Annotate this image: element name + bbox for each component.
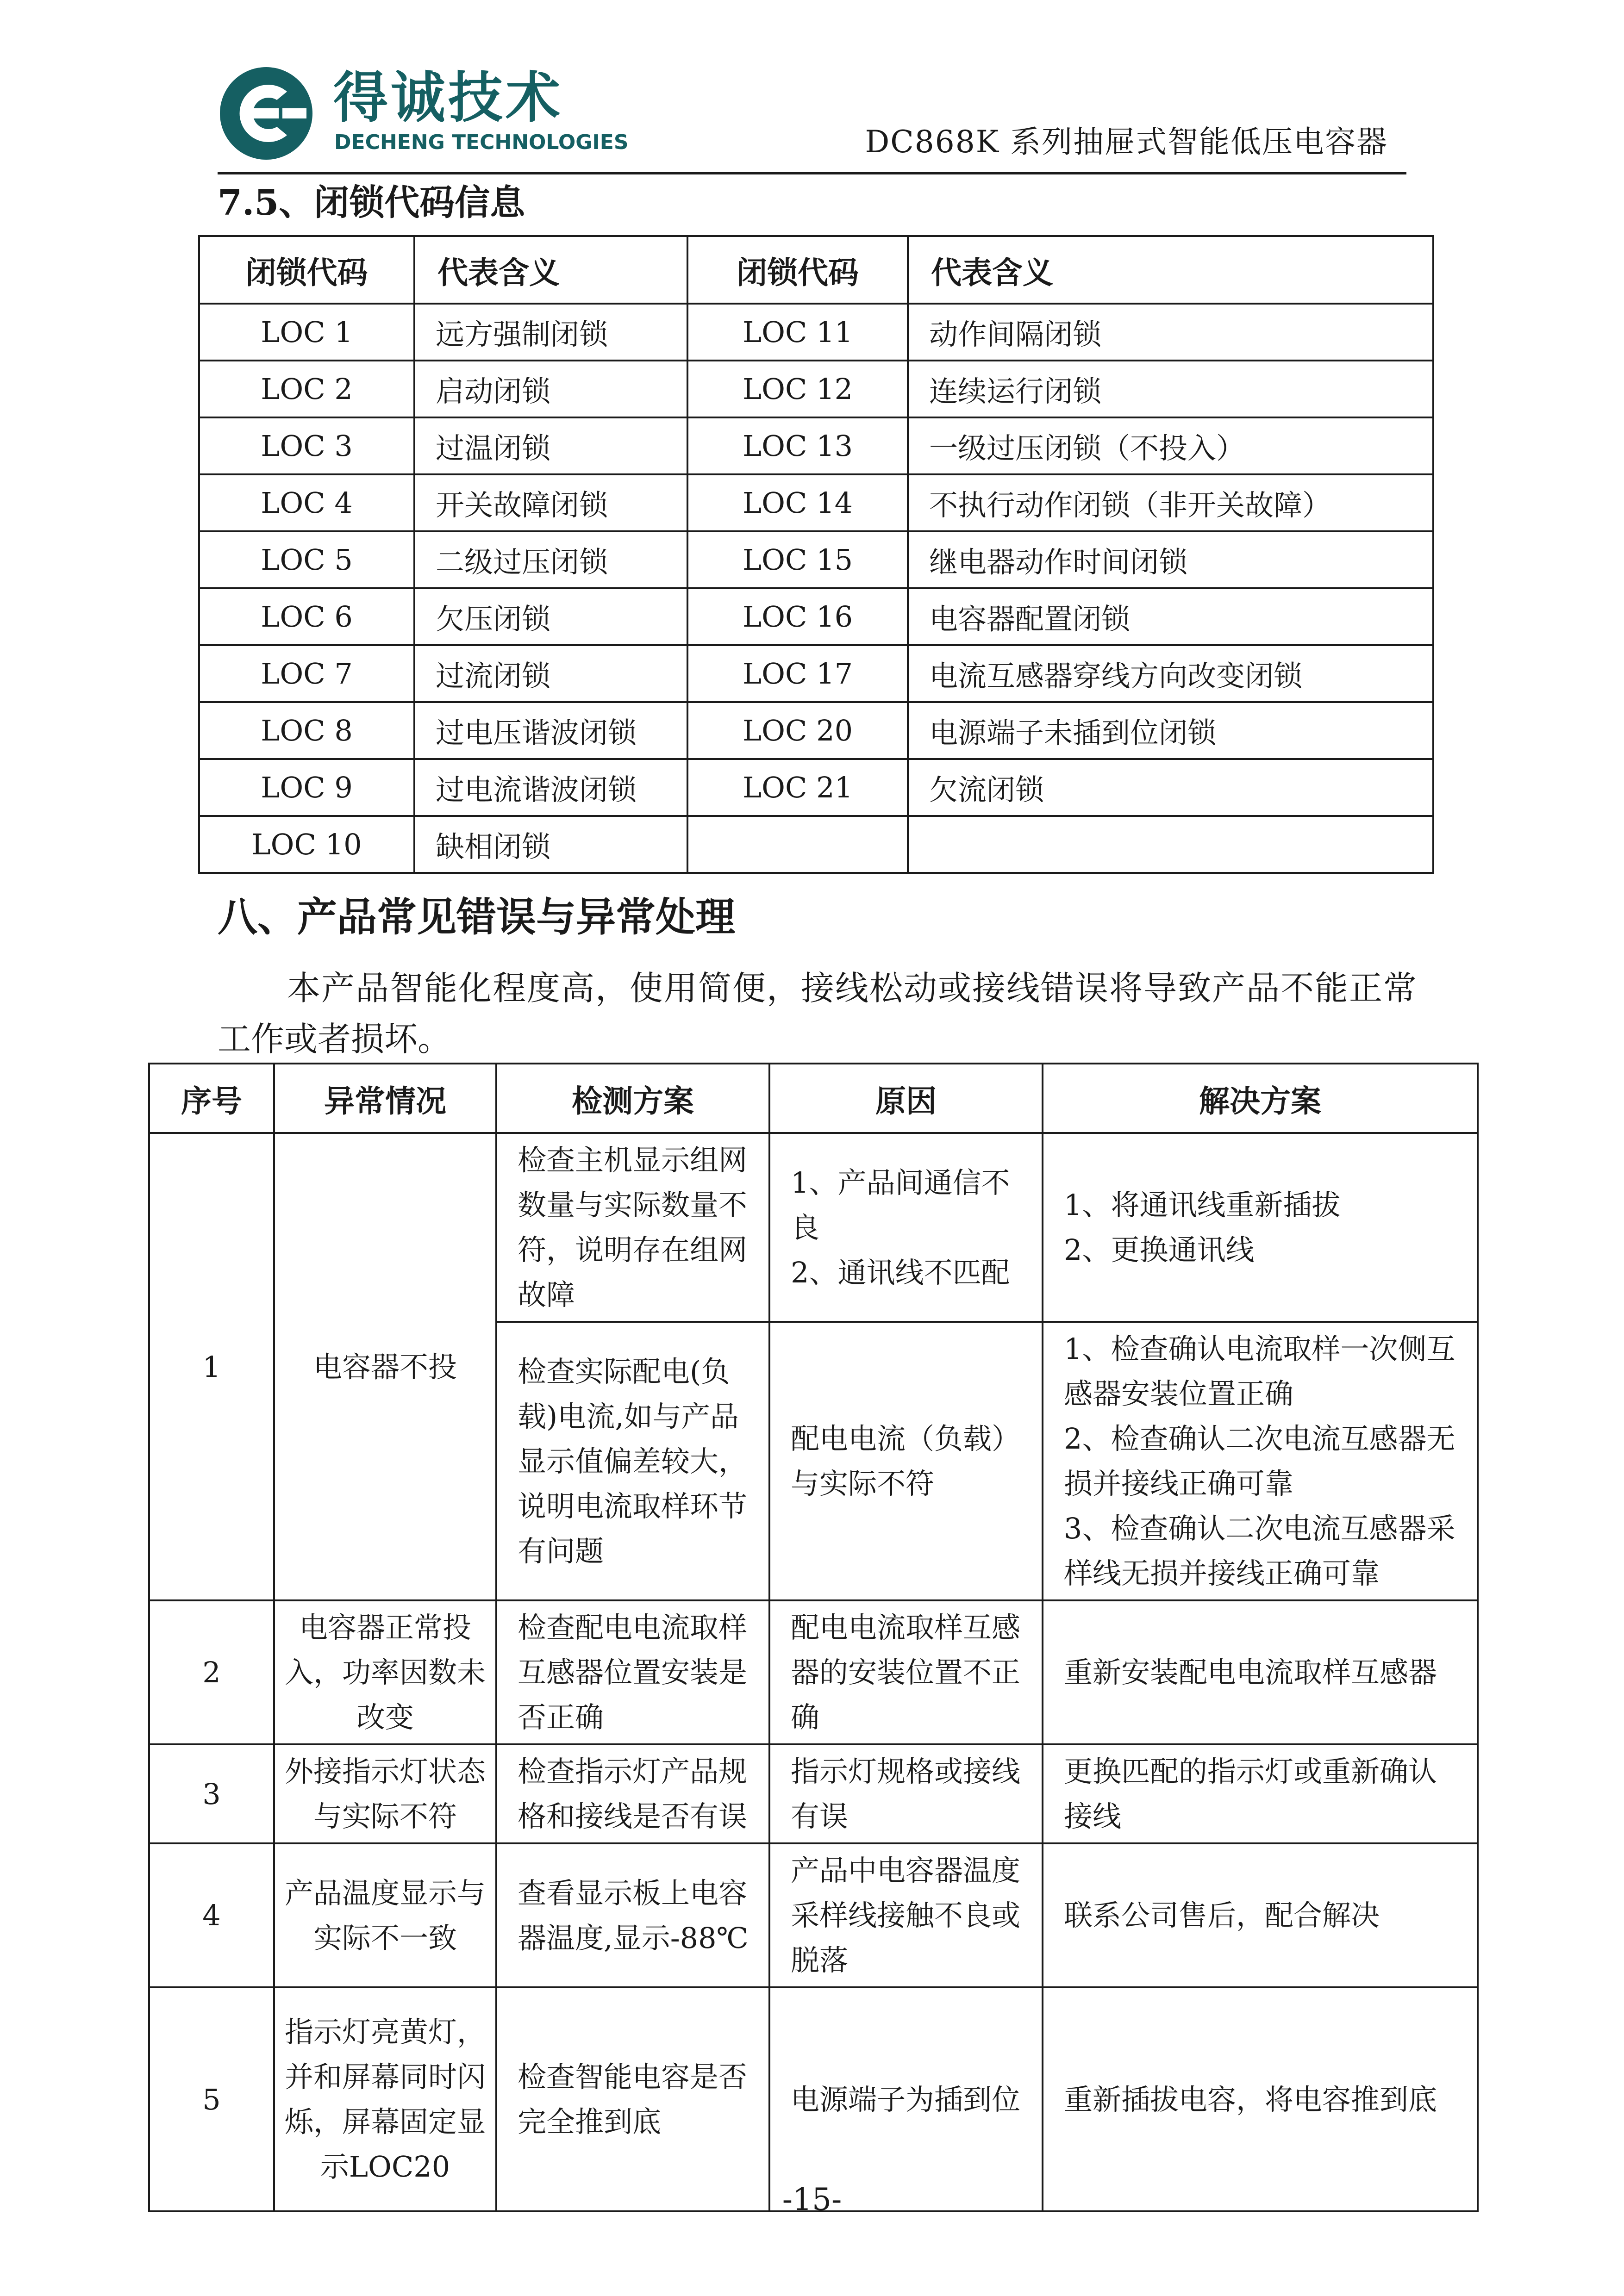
solution-cell: 重新插拔电容，将电容推到底 bbox=[1043, 1987, 1478, 2211]
table-row bbox=[199, 645, 1433, 702]
solution-cell bbox=[1043, 1322, 1478, 1600]
document-title: DC868K 系列抽屉式智能低压电容器 bbox=[865, 124, 1388, 160]
lock-meaning: 电流互感器穿线方向改变闭锁 bbox=[908, 645, 1433, 702]
lock-meaning: 过温闭锁 bbox=[414, 417, 687, 474]
lock-code: LOC 11 bbox=[687, 304, 908, 361]
error-handling-table bbox=[148, 1063, 1479, 2212]
lock-code: LOC 7 bbox=[199, 645, 414, 702]
lock-code: LOC 4 bbox=[199, 474, 414, 531]
error-table-header bbox=[149, 1064, 1478, 1133]
solution-cell bbox=[1043, 1133, 1478, 1322]
lock-code: LOC 17 bbox=[687, 645, 908, 702]
lock-code: LOC 15 bbox=[687, 531, 908, 588]
lock-meaning: 欠流闭锁 bbox=[908, 759, 1433, 816]
table-row bbox=[199, 531, 1433, 588]
lock-meaning: 不执行动作闭锁（非开关故障） bbox=[908, 474, 1433, 531]
table-row bbox=[149, 1987, 1478, 2211]
lock-meaning: 启动闭锁 bbox=[414, 361, 687, 417]
lock-meaning: 开关故障闭锁 bbox=[414, 474, 687, 531]
table-row bbox=[199, 702, 1433, 759]
abnormal-condition: 指示灯亮黄灯，并和屏幕同时闪烁，屏幕固定显示LOC20 bbox=[274, 1987, 496, 2211]
solution-line: 1、检查确认电流取样一次侧互感器安装位置正确 bbox=[1064, 1332, 1455, 1411]
lock-meaning: 电源端子未插到位闭锁 bbox=[908, 702, 1433, 759]
solution-cell: 重新安装配电电流取样互感器 bbox=[1043, 1600, 1478, 1744]
solution-line: 1、将通讯线重新插拔 bbox=[1064, 1188, 1341, 1222]
error-section-intro: 本产品智能化程度高，使用简便，接线松动或接线错误将导致产品不能正常工作或者损坏。 bbox=[218, 969, 1417, 1058]
lock-code: LOC 8 bbox=[199, 702, 414, 759]
lock-meaning: 动作间隔闭锁 bbox=[908, 304, 1433, 361]
lock-meaning: 继电器动作时间闭锁 bbox=[908, 531, 1433, 588]
page-number: -15- bbox=[782, 2182, 842, 2217]
cause-cell: 指示灯规格或接线有误 bbox=[769, 1744, 1043, 1843]
lock-meaning: 二级过压闭锁 bbox=[414, 531, 687, 588]
lock-meaning: 电容器配置闭锁 bbox=[908, 588, 1433, 645]
cause-cell: 产品中电容器温度采样线接触不良或脱落 bbox=[769, 1843, 1043, 1987]
lock-meaning: 一级过压闭锁（不投入） bbox=[908, 417, 1433, 474]
table-row bbox=[149, 1133, 1478, 1322]
abnormal-condition: 外接指示灯状态与实际不符 bbox=[274, 1744, 496, 1843]
lock-code: LOC 14 bbox=[687, 474, 908, 531]
lock-meaning bbox=[908, 816, 1433, 873]
solution-cell: 联系公司售后，配合解决 bbox=[1043, 1843, 1478, 1987]
lock-section-title: 7.5、闭锁代码信息 bbox=[218, 182, 525, 223]
lock-meaning: 过电流谐波闭锁 bbox=[414, 759, 687, 816]
logo-chinese-name: 得诚技术 bbox=[333, 66, 563, 130]
lock-meaning: 缺相闭锁 bbox=[414, 816, 687, 873]
lock-meaning: 远方强制闭锁 bbox=[414, 304, 687, 361]
cause-cell bbox=[769, 1133, 1043, 1322]
abnormal-condition: 电容器正常投入，功率因数未改变 bbox=[274, 1600, 496, 1744]
table-row bbox=[199, 816, 1433, 873]
column-header: 闭锁代码 bbox=[199, 236, 414, 304]
check-method: 检查指示灯产品规格和接线是否有误 bbox=[496, 1744, 769, 1843]
solution-line: 2、更换通讯线 bbox=[1064, 1233, 1255, 1267]
lock-code: LOC 3 bbox=[199, 417, 414, 474]
table-row bbox=[199, 304, 1433, 361]
cause-line: 1、产品间通信不良 bbox=[791, 1165, 1010, 1244]
lock-meaning: 欠压闭锁 bbox=[414, 588, 687, 645]
logo-english-name: DECHENG TECHNOLOGIES bbox=[334, 131, 629, 154]
column-header: 解决方案 bbox=[1043, 1064, 1478, 1133]
table-row bbox=[199, 361, 1433, 417]
cause-line: 配电电流（负载）与实际不符 bbox=[791, 1422, 1021, 1500]
check-method: 检查主机显示组网数量与实际数量不符，说明存在组网故障 bbox=[496, 1133, 769, 1322]
lock-code-table bbox=[198, 235, 1434, 874]
column-header: 代表含义 bbox=[908, 236, 1433, 304]
lock-meaning: 过电压谐波闭锁 bbox=[414, 702, 687, 759]
lock-meaning: 过流闭锁 bbox=[414, 645, 687, 702]
cause-cell: 配电电流取样互感器的安装位置不正确 bbox=[769, 1600, 1043, 1744]
lock-code: LOC 5 bbox=[199, 531, 414, 588]
lock-code: LOC 13 bbox=[687, 417, 908, 474]
header-divider bbox=[218, 172, 1406, 174]
row-number: 4 bbox=[149, 1843, 274, 1987]
lock-code: LOC 6 bbox=[199, 588, 414, 645]
error-section-title: 八、产品常见错误与异常处理 bbox=[218, 894, 735, 940]
solution-cell: 更换匹配的指示灯或重新确认接线 bbox=[1043, 1744, 1478, 1843]
decheng-logo-icon bbox=[218, 65, 315, 162]
check-method: 检查配电电流取样互感器位置安装是否正确 bbox=[496, 1600, 769, 1744]
table-row bbox=[199, 474, 1433, 531]
cause-line: 2、通讯线不匹配 bbox=[791, 1255, 1010, 1289]
check-method: 检查实际配电(负载)电流,如与产品显示值偏差较大，说明电流取样环节有问题 bbox=[496, 1322, 769, 1600]
column-header: 代表含义 bbox=[414, 236, 687, 304]
row-number: 3 bbox=[149, 1744, 274, 1843]
row-number: 1 bbox=[149, 1133, 274, 1600]
lock-code: LOC 9 bbox=[199, 759, 414, 816]
lock-code: LOC 12 bbox=[687, 361, 908, 417]
cause-cell bbox=[769, 1322, 1043, 1600]
lock-code: LOC 20 bbox=[687, 702, 908, 759]
column-header: 异常情况 bbox=[274, 1064, 496, 1133]
lock-code: LOC 21 bbox=[687, 759, 908, 816]
table-row bbox=[199, 588, 1433, 645]
lock-code: LOC 1 bbox=[199, 304, 414, 361]
lock-code: LOC 10 bbox=[199, 816, 414, 873]
column-header: 闭锁代码 bbox=[687, 236, 908, 304]
check-method: 检查智能电容是否完全推到底 bbox=[496, 1987, 769, 2211]
table-row bbox=[149, 1600, 1478, 1744]
column-header: 检测方案 bbox=[496, 1064, 769, 1133]
lock-code: LOC 16 bbox=[687, 588, 908, 645]
check-method: 查看显示板上电容器温度,显示-88℃ bbox=[496, 1843, 769, 1987]
lock-meaning: 连续运行闭锁 bbox=[908, 361, 1433, 417]
cause-cell: 电源端子为插到位 bbox=[769, 1987, 1043, 2211]
solution-line: 3、检查确认二次电流互感器采样线无损并接线正确可靠 bbox=[1064, 1512, 1455, 1590]
solution-line: 2、检查确认二次电流互感器无损并接线正确可靠 bbox=[1064, 1422, 1455, 1500]
lock-table-header bbox=[199, 236, 1433, 304]
table-row bbox=[199, 759, 1433, 816]
abnormal-condition: 产品温度显示与实际不一致 bbox=[274, 1843, 496, 1987]
table-row bbox=[199, 417, 1433, 474]
row-number: 2 bbox=[149, 1600, 274, 1744]
row-number: 5 bbox=[149, 1987, 274, 2211]
table-row bbox=[149, 1744, 1478, 1843]
column-header: 原因 bbox=[769, 1064, 1043, 1133]
abnormal-condition: 电容器不投 bbox=[274, 1133, 496, 1600]
lock-code bbox=[687, 816, 908, 873]
company-logo bbox=[218, 65, 639, 171]
lock-code: LOC 2 bbox=[199, 361, 414, 417]
table-row bbox=[149, 1843, 1478, 1987]
column-header: 序号 bbox=[149, 1064, 274, 1133]
